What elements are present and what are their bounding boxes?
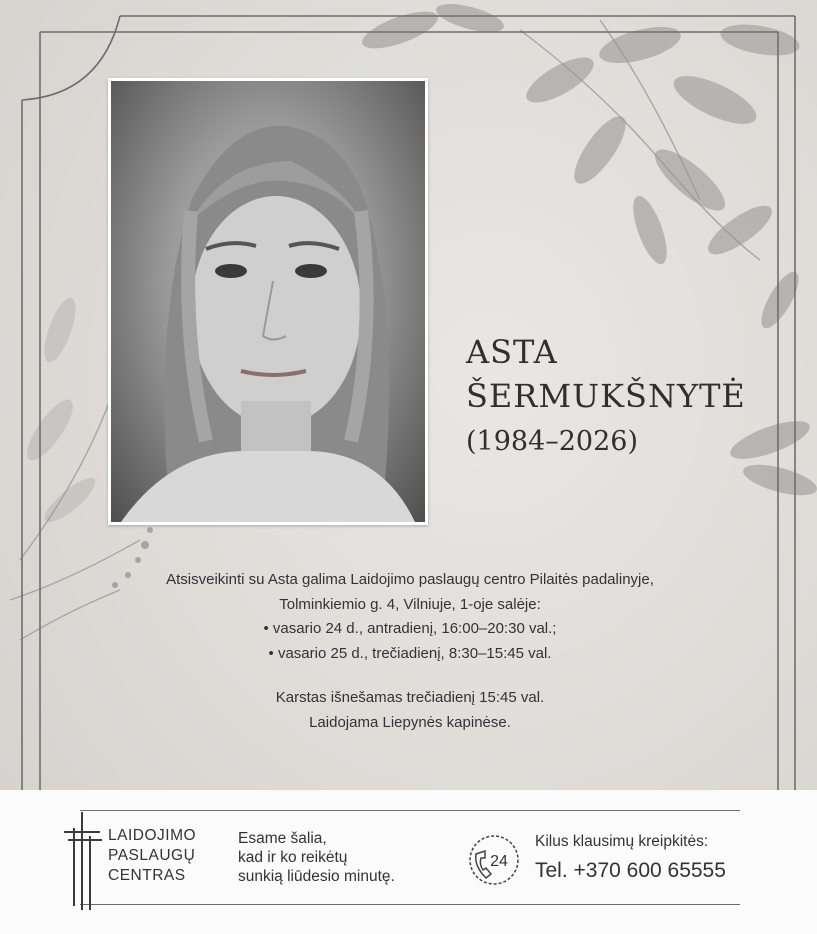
phone-24-icon: [466, 832, 522, 888]
company-logo-text: [108, 826, 196, 886]
slogan-line-1: Esame šalia,: [238, 830, 327, 847]
info-line-4: • vasario 25 d., trečiadienį, 8:30–15:45 val.: [268, 644, 552, 662]
footer-top-divider: [80, 810, 740, 811]
deceased-name-block: [466, 330, 746, 464]
portrait-silhouette-icon: [111, 81, 425, 522]
first-name: ASTA: [466, 333, 558, 371]
info-line-3: • vasario 24 d., antradienį, 16:00–20:30 val.;: [263, 620, 557, 637]
portrait-image: [111, 81, 425, 522]
info-line-1: Atsisveikinti su Asta galima Laidojimo paslaugų centro Pilaitės padalinyje,: [166, 571, 654, 588]
info-line-2: Tolminkiemio g. 4, Vilniuje, 1-oje salėje:: [279, 595, 541, 613]
badge-24-text: 24: [490, 853, 508, 870]
farewell-info: [140, 568, 680, 735]
company-slogan: [238, 829, 395, 886]
slogan-line-2: kad ir ko reikėtų: [238, 849, 348, 866]
last-name: ŠERMUKŠNYTĖ: [466, 377, 746, 415]
logo-line-2: PASLAUGŲ: [108, 847, 196, 864]
contact-label: Kilus klausimų kreipkitės:: [535, 833, 709, 850]
contact-phone[interactable]: Tel. +370 600 65555: [535, 859, 726, 882]
logo-line-1: LAIDOJIMO: [108, 827, 197, 844]
footer-bottom-divider: [80, 904, 740, 905]
logo-line-3: CENTRAS: [108, 867, 186, 884]
cross-logo-icon: [60, 810, 104, 910]
portrait-photo: [108, 78, 428, 525]
info-line-6: Laidojama Liepynės kapinėse.: [309, 713, 511, 731]
slogan-line-3: sunkią liūdesio minutę.: [238, 868, 395, 885]
info-line-5: Karstas išnešamas trečiadienį 15:45 val.: [275, 689, 545, 706]
life-years: (1984–2026): [466, 426, 638, 457]
